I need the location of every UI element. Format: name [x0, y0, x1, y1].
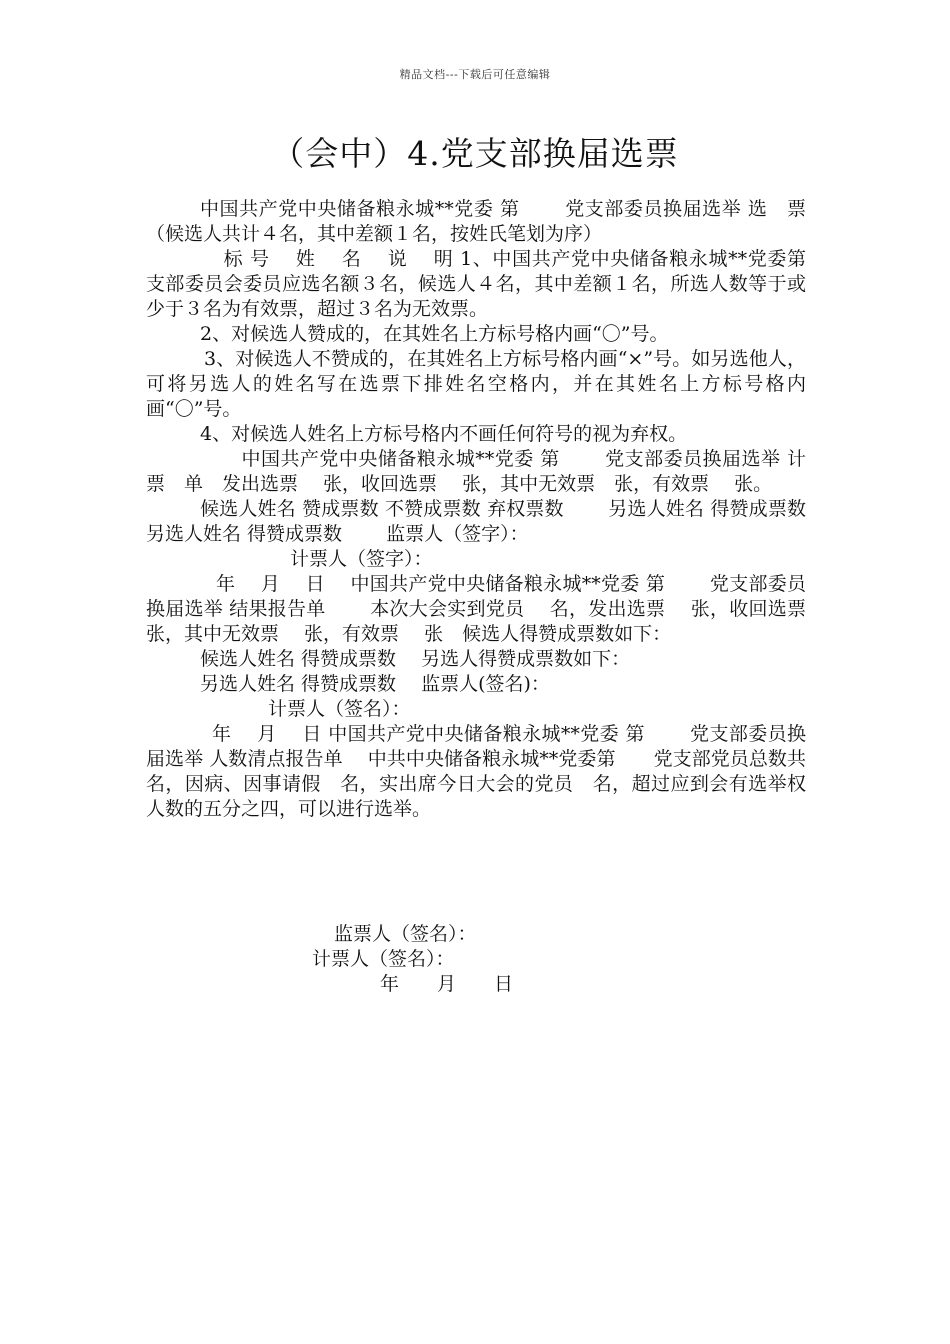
signature-date-line: 年 月 日 — [380, 973, 514, 995]
document-title: （会中）4.党支部换届选票 — [271, 134, 679, 173]
tally-table-headers: 候选人姓名 赞成票数 不赞成票数 弃权票数 另选人姓名 得赞成票数 另选人姓名 得赞成票数 监票人（签字）： — [146, 498, 806, 545]
tally-counter-signature: 计票人（签字）： — [290, 548, 433, 570]
ballot-instruction-3: 3、对候选人不赞成的，在其姓名上方标号格内画“×”号。如另选他人，可将另选人的姓名写在选票下排姓名空格内，并在其姓名上方标号格内画“〇”号。 — [146, 348, 806, 420]
result-candidate-headers: 候选人姓名 得赞成票数 另选人得赞成票数如下： — [200, 648, 631, 670]
tally-sheet-paragraph: 中国共产党中央储备粮永城**党委 第 党支部委员换届选举 计 票 单 发出选票 张，收回选票 张，其中无效票 张，有效票 张。 — [146, 448, 826, 495]
result-other-candidate-headers: 另选人姓名 得赞成票数 监票人(签名)： — [200, 673, 550, 695]
ballot-instruction-2: 2、对候选人赞成的，在其姓名上方标号格内画“〇”号。 — [200, 323, 669, 345]
counter-signature-label: 计票人（签名）： — [312, 948, 455, 970]
ballot-instruction-1: 标 号 姓 名 说 明 1、中国共产党中央储备粮永城**党委第 支部委员会委员应选名额３名，候选人４名，其中差额１名，所选人数等于或少于３名为有效票，超过３名为无效票。 — [146, 248, 832, 320]
result-counter-signature: 计票人（签名）： — [268, 698, 411, 720]
page-header-note: 精品文档---下载后可任意编辑 — [399, 68, 551, 81]
supervisor-signature-label: 监票人（签名）： — [334, 923, 477, 945]
ballot-intro-paragraph: 中国共产党中央储备粮永城**党委 第 党支部委员换届选举 选 票 （候选人共计４名，其中差额１名，按姓氏笔划为序） — [146, 198, 806, 245]
result-report-paragraph: 年 月 日 中国共产党中央储备粮永城**党委 第 党支部委员换届选举 结果报告单 本次大会实到党员 名，发出选票 张，收回选票 张，其中无效票 张，有效票 张 候选人得赞成票数如下： — [146, 573, 832, 645]
headcount-report-paragraph: 年 月 日 中国共产党中央储备粮永城**党委 第 党支部委员换届选举 人数清点报告单 中共中央储备粮永城**党委第 党支部党员总数共 名，因病、因事请假 名，实出席今日大会的党员 名，超过应到会有选举权人数的五分之四，可以进行选举。 — [146, 723, 826, 820]
document-body — [146, 197, 832, 822]
ballot-instruction-4: 4、对候选人姓名上方标号格内不画任何符号的视为弃权。 — [200, 423, 688, 445]
